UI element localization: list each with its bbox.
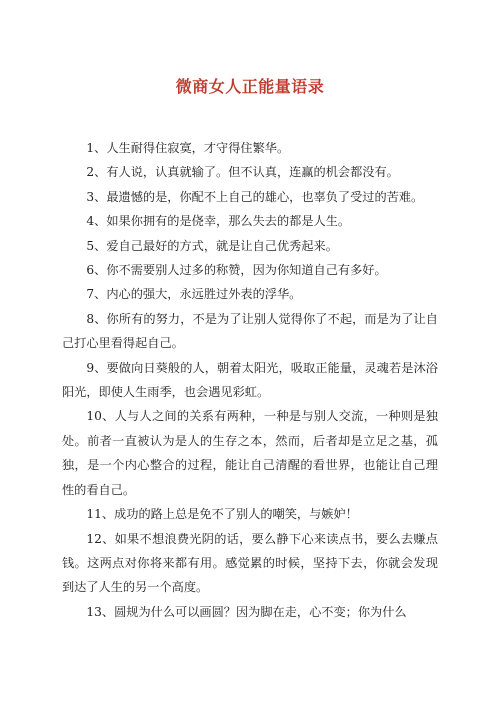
quote-paragraph: 9、要做向日葵般的人，朝着太阳光，吸取正能量，灵魂若是沐浴阳光，即使人生雨季，也会遇见彩虹。 <box>62 360 438 400</box>
document-body <box>62 136 438 624</box>
quote-paragraph: 3、最遗憾的是，你配不上自己的雄心，也辜负了受过的苦难。 <box>86 189 424 204</box>
quote-paragraph: 1、人生耐得住寂寞，才守得住繁华。 <box>86 141 290 155</box>
quote-paragraph: 8、你所有的努力，不是为了让别人觉得你了不起，而是为了让自己打心里看得起自己。 <box>62 311 438 351</box>
quote-paragraph: 7、内心的强大，永远胜过外表的浮华。 <box>86 287 302 302</box>
quote-paragraph: 11、成功的路上总是免不了别人的嘲笑，与嫉妒！ <box>86 507 358 522</box>
document-title: 微商女人正能量语录 <box>175 77 325 96</box>
quote-paragraph: 2、有人说，认真就输了。但不认真，连赢的机会都没有。 <box>86 165 399 180</box>
quote-paragraph: 6、你不需要别人过多的称赞，因为你知道自己有多好。 <box>86 263 387 278</box>
quote-paragraph: 12、如果不想浪费光阴的话，要么静下心来读点书，要么去赚点钱。这两点对你将来都有用。感觉累的时候，坚持下去，你就会发现到达了人生的另一个高度。 <box>62 531 438 595</box>
quote-paragraph: 13、圆规为什么可以画圆？因为脚在走，心不变；你为什么 <box>86 604 407 619</box>
quote-paragraph: 10、人与人之间的关系有两种，一种是与别人交流，一种则是独处。前者一直被认为是人的生存之本，然而，后者却是立足之基，孤独，是一个内心整合的过程，能让自己清醒的看世界，也能让自己理性的看自己。 <box>62 409 438 497</box>
quote-paragraph: 4、如果你拥有的是侥幸，那么失去的都是人生。 <box>86 214 351 229</box>
quote-paragraph: 5、爱自己最好的方式，就是让自己优秀起来。 <box>86 238 338 253</box>
